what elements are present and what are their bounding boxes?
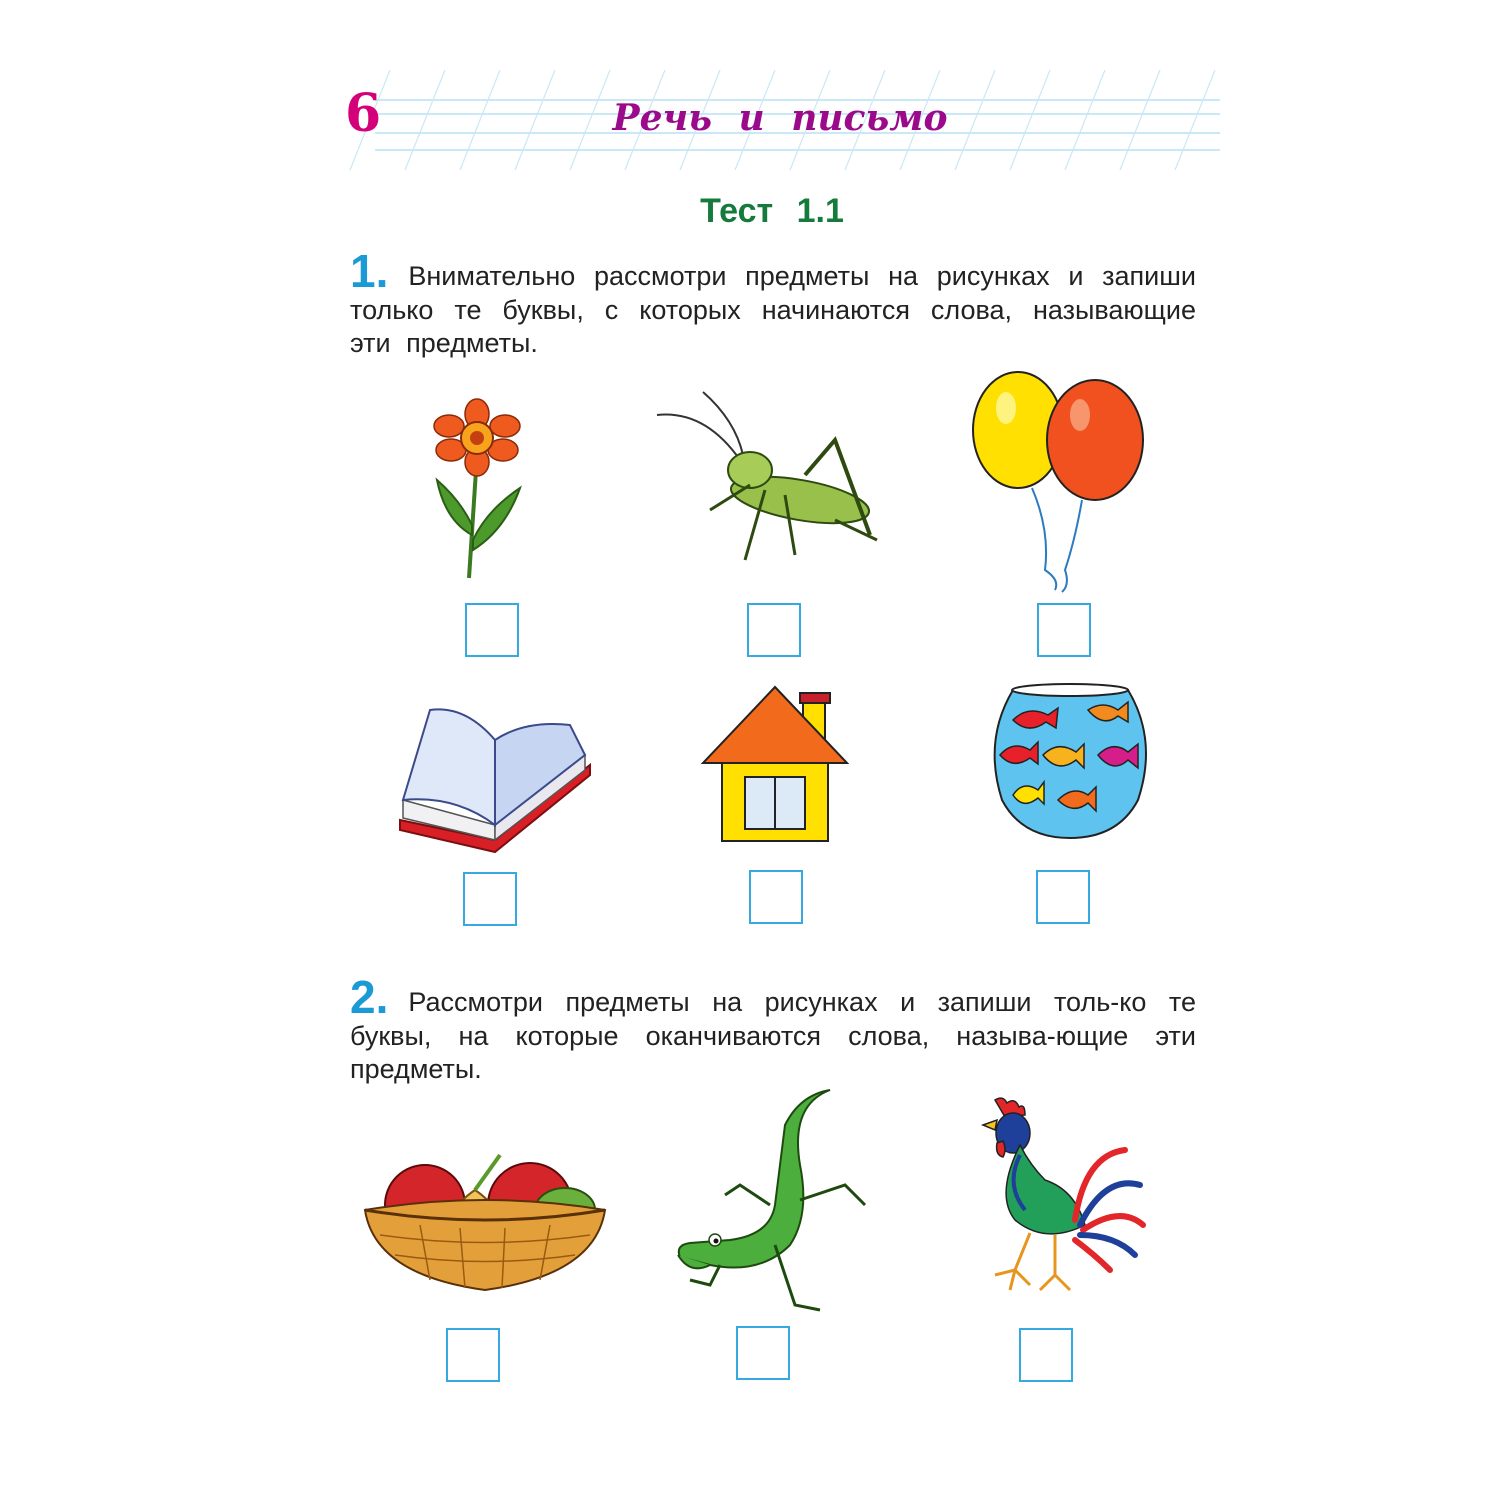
house-picture [700,685,850,845]
balloons-picture [970,370,1155,595]
task-1 [350,245,1196,360]
book-picture [395,700,595,855]
test-title: Тест 1.1 [700,192,844,230]
crocodile-picture [670,1085,880,1320]
task-2-text: Рассмотри предметы на рисунках и запиши толь-ко те буквы, на которые оканчиваются слова, называ-ющие эти предметы. [350,987,1196,1084]
answer-box-2-2[interactable] [736,1326,790,1380]
flower-picture [425,400,535,580]
task-2 [350,971,1196,1086]
task-2-number: 2. [350,971,389,1023]
fish-aquarium-picture [988,680,1153,840]
answer-box-1-5[interactable] [749,870,803,924]
rooster-picture [975,1095,1150,1300]
answer-box-1-4[interactable] [463,872,517,926]
task-1-number: 1. [350,245,389,297]
answer-box-1-3[interactable] [1037,603,1091,657]
answer-box-1-6[interactable] [1036,870,1090,924]
answer-box-1-2[interactable] [747,603,801,657]
task-1-text: Внимательно рассмотри предметы на рисунках и запиши только те буквы, с которых начинаются слова, называющие эти предметы. [350,261,1196,358]
answer-box-1-1[interactable] [465,603,519,657]
section-title: Речь и письмо [612,97,948,139]
vegetable-basket-picture [360,1150,610,1300]
grasshopper-picture [655,390,880,575]
answer-box-2-3[interactable] [1019,1328,1073,1382]
answer-box-2-1[interactable] [446,1328,500,1382]
page-number: 6 [345,83,382,144]
